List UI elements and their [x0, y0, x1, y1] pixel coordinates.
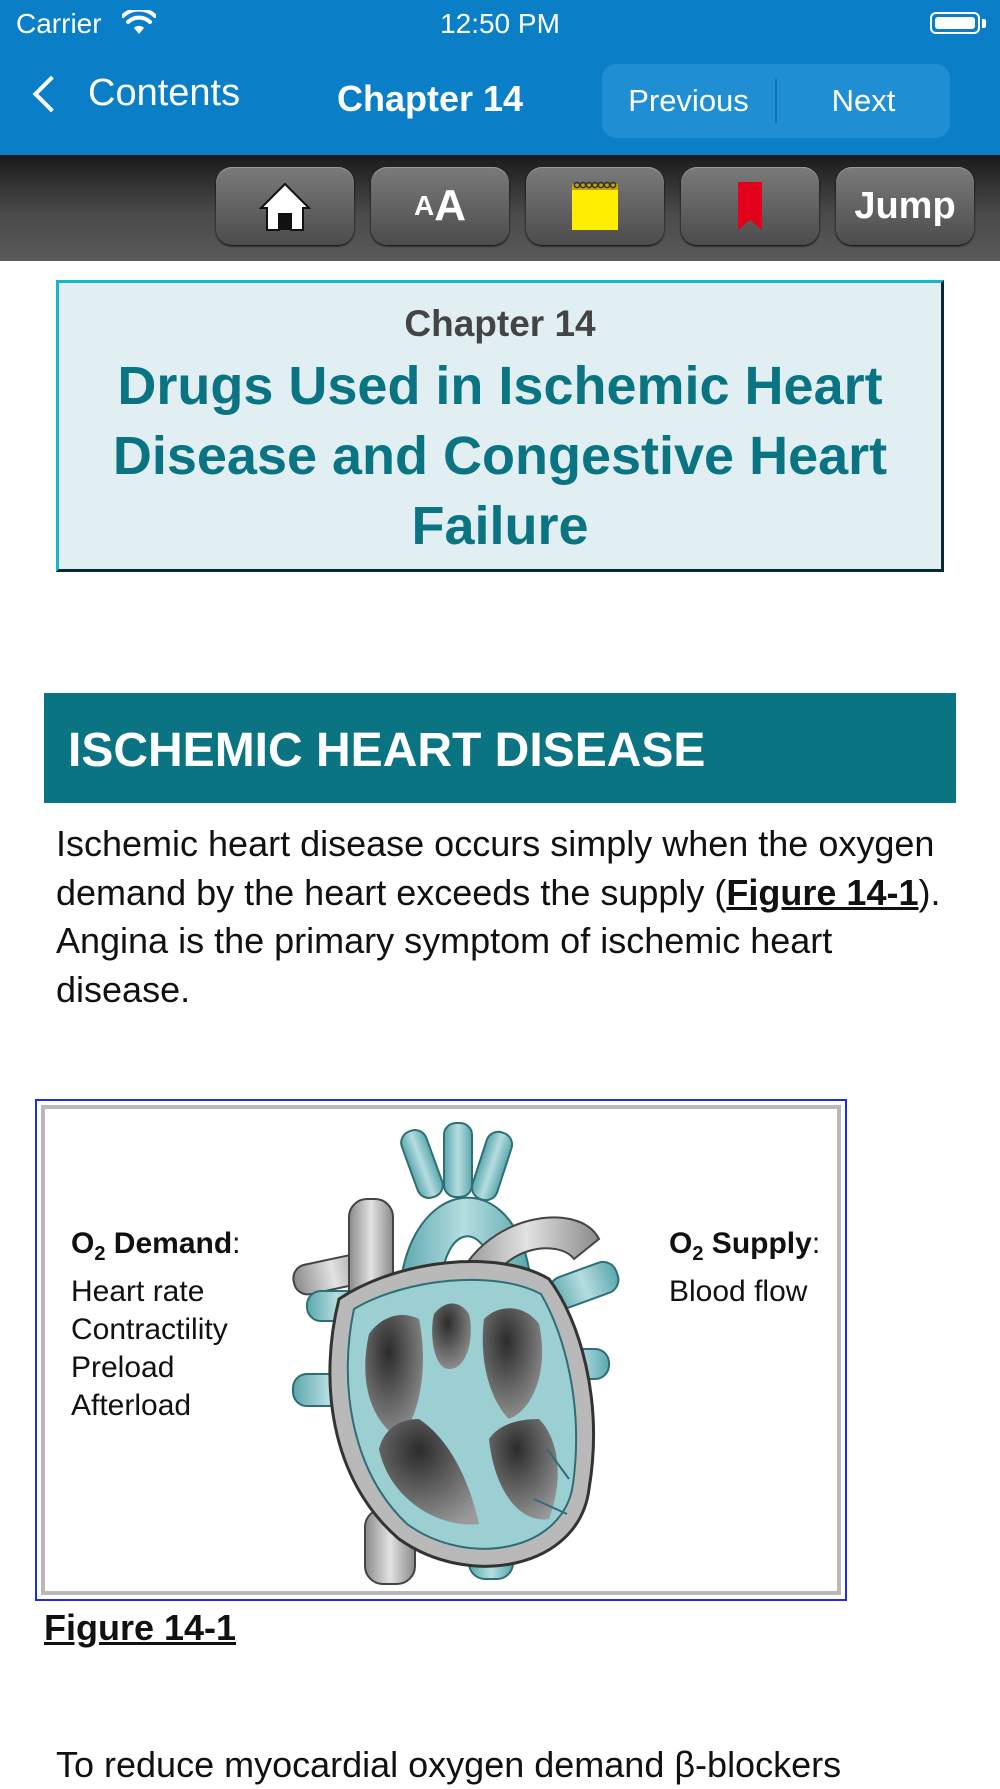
- battery-cap: [982, 19, 986, 28]
- notes-button[interactable]: [526, 167, 664, 245]
- notepad-icon: [569, 180, 621, 232]
- battery-icon: [930, 12, 980, 34]
- prev-next-segmented-control: [602, 64, 950, 138]
- para-text-start: Ischemic heart disease occurs simply when the oxygen demand by the heart exceeds the supply (: [56, 823, 935, 913]
- o2-demand-word: Demand: [105, 1227, 233, 1260]
- carrier-label: Carrier: [16, 8, 102, 39]
- o2-supply-o: O: [669, 1227, 693, 1260]
- o2-demand-heading: [71, 1225, 241, 1273]
- figure-link[interactable]: Figure 14-1: [726, 871, 919, 913]
- next-button[interactable]: Next: [831, 83, 896, 118]
- figure-frame: [41, 1105, 841, 1595]
- chapter-number: Chapter 14: [404, 303, 596, 344]
- chapter-title: Drugs Used in Ischemic Heart Disease and Congestive Heart Failure: [112, 356, 888, 556]
- o2-supply-word: Supply: [703, 1227, 812, 1260]
- heart-illustration: [279, 1119, 639, 1589]
- demand-item: Afterload: [71, 1389, 192, 1422]
- o2-supply-subscript: 2: [692, 1243, 704, 1265]
- demand-item: Preload: [71, 1351, 175, 1384]
- para-text-end: ). Angina is the primary symptom of ischemic heart disease.: [56, 871, 941, 1010]
- demand-item: Heart rate: [71, 1275, 205, 1308]
- o2-demand-subscript: 2: [94, 1243, 106, 1265]
- supply-item: Blood flow: [669, 1275, 808, 1308]
- o2-supply-colon: :: [811, 1227, 821, 1260]
- bookmark-button[interactable]: [681, 167, 819, 245]
- section-header: [44, 693, 956, 803]
- home-button[interactable]: [216, 167, 354, 245]
- jump-button[interactable]: [836, 167, 974, 245]
- o2-demand-o: O: [71, 1227, 95, 1260]
- o2-supply-heading: [669, 1225, 820, 1273]
- font-size-large-glyph: A: [434, 181, 466, 230]
- back-button[interactable]: [24, 72, 240, 115]
- figure-14-1[interactable]: [35, 1099, 847, 1601]
- previous-button[interactable]: Previous: [628, 83, 749, 118]
- o2-demand-colon: :: [232, 1227, 241, 1260]
- body-paragraph: [56, 820, 956, 1014]
- font-size-small-glyph: A: [413, 190, 435, 221]
- reader-toolbar: [0, 155, 1000, 261]
- section-header-text: ISCHEMIC HEART DISEASE: [68, 724, 706, 777]
- status-time: 12:50 PM: [440, 8, 560, 39]
- jump-label: Jump: [854, 184, 956, 227]
- body-paragraph-2: To reduce myocardial oxygen demand β-blockers: [56, 1744, 842, 1785]
- navigation-bar: [0, 0, 1000, 155]
- font-size-button[interactable]: [371, 167, 509, 245]
- o2-demand-list: [71, 1225, 241, 1425]
- chevron-left-icon: [33, 75, 70, 112]
- o2-supply-list: [669, 1225, 820, 1311]
- home-icon: [259, 180, 311, 232]
- demand-item: Contractility: [71, 1313, 228, 1346]
- chapter-title-box: [56, 280, 944, 572]
- bookmark-icon: [735, 180, 765, 232]
- back-label: Contents: [88, 72, 241, 114]
- nav-title: Chapter 14: [336, 78, 524, 119]
- figure-caption-link[interactable]: Figure 14-1: [44, 1607, 237, 1648]
